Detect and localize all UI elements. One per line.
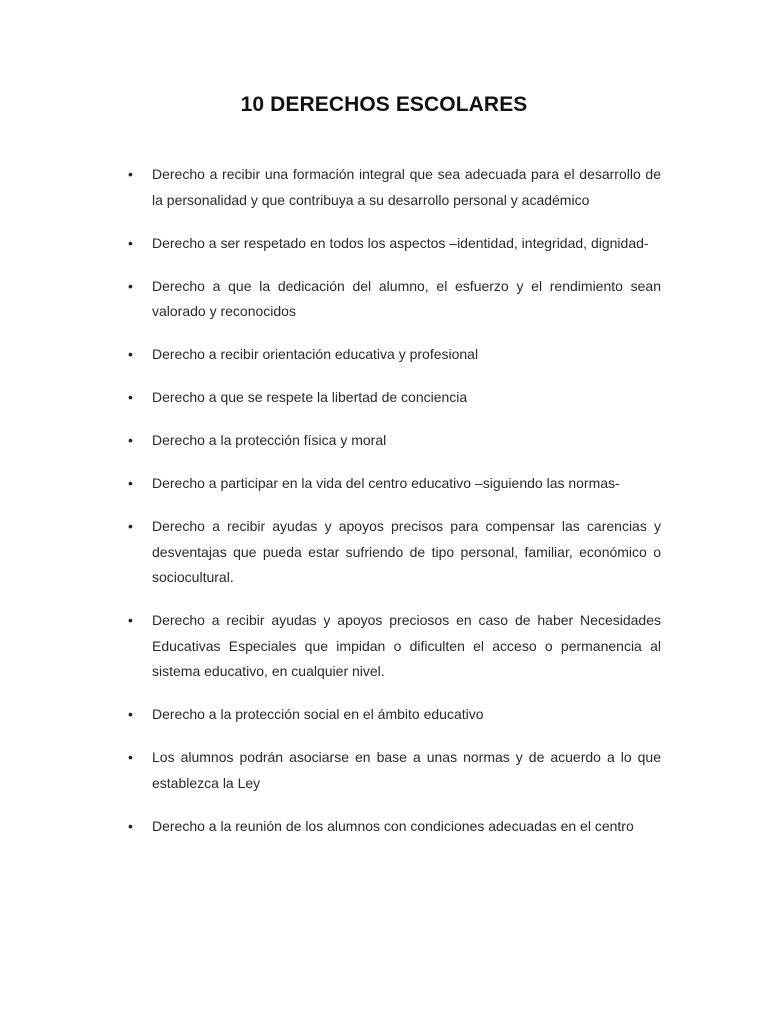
- bullet-icon: •: [128, 749, 133, 765]
- list-item: [0, 814, 661, 840]
- list-item: [0, 385, 661, 411]
- bullet-icon: •: [128, 612, 133, 628]
- list-item: [0, 274, 661, 325]
- bullet-icon: •: [128, 166, 133, 182]
- list-item: [0, 342, 661, 368]
- list-item-text: Derecho a que la dedicación del alumno, el esfuerzo y el rendimiento sean valorado y reconocidos: [152, 277, 661, 319]
- bullet-icon: •: [128, 475, 133, 491]
- list-item: [0, 608, 661, 685]
- list-item-text: Derecho a la reunión de los alumnos con condiciones adecuadas en el centro: [152, 817, 634, 834]
- list-item: [0, 428, 661, 454]
- list-item-text: Derecho a recibir una formación integral que sea adecuada para el desarrollo de la personalidad y que contribuya a su desarrollo personal y académico: [152, 166, 661, 208]
- list-item-text: Derecho a que se respete la libertad de conciencia: [152, 389, 468, 405]
- list-item-text: Derecho a recibir ayudas y apoyos precisos para compensar las carencias y desventajas que pueda estar sufriendo de tipo personal, familiar, económico o sociocultural.: [152, 518, 661, 585]
- list-item: [0, 471, 661, 497]
- list-item: [0, 162, 661, 213]
- list-item: [0, 514, 661, 591]
- rights-list: [0, 162, 768, 857]
- list-item: [0, 231, 661, 257]
- bullet-icon: •: [128, 234, 133, 251]
- bullet-icon: •: [128, 817, 133, 834]
- bullet-icon: •: [128, 346, 133, 362]
- list-item-text: Derecho a la protección física y moral: [152, 432, 387, 448]
- list-item: [0, 702, 661, 728]
- list-item-text: Los alumnos podrán asociarse en base a unas normas y de acuerdo a lo que establezca la Ley: [152, 749, 661, 791]
- bullet-icon: •: [128, 432, 133, 448]
- bullet-icon: •: [128, 518, 133, 534]
- list-item: [0, 745, 661, 796]
- list-item-text: Derecho a recibir ayudas y apoyos preciosos en caso de haber Necesidades Educativas Especiales que impidan o dificulten el acceso o permanencia al sistema educativo, en cualquier nivel.: [152, 612, 661, 679]
- bullet-icon: •: [128, 277, 133, 294]
- bullet-icon: •: [128, 706, 133, 722]
- list-item-text: Derecho a participar en la vida del centro educativo –siguiendo las normas-: [152, 475, 620, 491]
- list-item-text: Derecho a la protección social en el ámbito educativo: [152, 706, 484, 722]
- list-item-text: Derecho a ser respetado en todos los aspectos –identidad, integridad, dignidad-: [152, 234, 649, 251]
- document-title: 10 DERECHOS ESCOLARES: [240, 93, 528, 116]
- bullet-icon: •: [128, 389, 133, 405]
- list-item-text: Derecho a recibir orientación educativa y profesional: [152, 346, 479, 362]
